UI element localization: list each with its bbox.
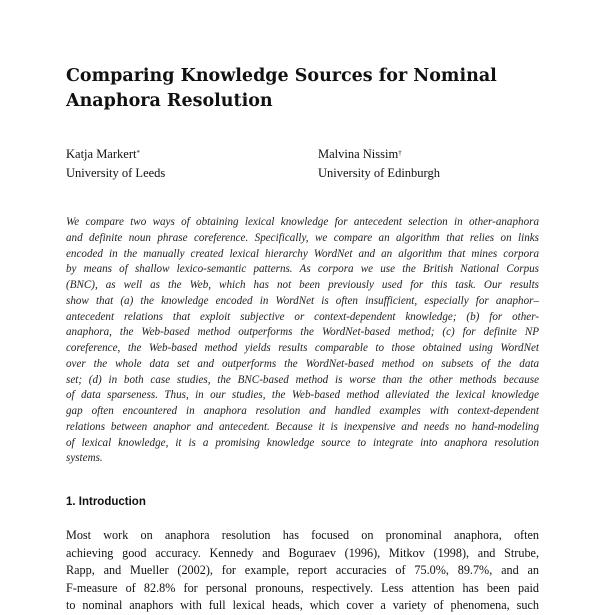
abstract-line: (BNC), as well as the Web, which has not been previously used for this task. Our results <box>66 279 539 291</box>
body-line: achieving good accuracy. Kennedy and Boguraev (1996), Mitkov (1998), and Strube, <box>66 545 539 560</box>
abstract <box>66 215 539 467</box>
abstract-line: encoded in the manually created lexical hierarchy WordNet and an algorithm that mines corpora <box>66 247 539 260</box>
abstract-line: We compare two ways of obtaining lexical knowledge for antecedent selection in other-anaphora <box>66 216 539 228</box>
author-affiliation: University of Leeds <box>66 166 166 180</box>
title-line: Anaphora Resolution <box>66 91 273 111</box>
introduction-paragraph <box>66 527 539 615</box>
paper-title <box>66 64 536 114</box>
author-block <box>318 146 440 182</box>
abstract-line: systems. <box>66 452 103 465</box>
abstract-line: anaphora, the Web-based method outperforms the WordNet-based method; (c) for definite NP <box>66 326 539 339</box>
abstract-line: by means of shallow lexico-semantic patterns. As corpora we use the British National Corpus <box>66 263 539 276</box>
title-line: Comparing Knowledge Sources for Nominal <box>66 66 497 86</box>
abstract-line: of lexical knowledge, it is a promising knowledge source to integrate into anaphora resolution <box>66 436 539 449</box>
author-block <box>66 146 165 182</box>
author-name: Malvina Nissim† <box>318 147 402 161</box>
body-line: F-measure of 82.8% for personal pronouns, respectively. Less attention has been paid <box>66 580 539 595</box>
abstract-line: of data sparseness. Thus, in our studies, the Web-based method alleviated the lexical knowledge <box>66 389 539 402</box>
body-line: Rapp, and Mueller (2002), for example, report accuracies of 75.0%, 89.7%, and an <box>66 563 539 577</box>
abstract-line: over the whole data set and outperforms the WordNet-based method on subsets of the data <box>66 357 539 370</box>
abstract-line: gap often encountered in anaphora resolution and handled examples with context-dependent <box>66 405 539 417</box>
abstract-line: set; (d) in both case studies, the BNC-based method is worse than the other methods because <box>66 373 539 386</box>
section-heading: 1. Introduction <box>66 496 146 508</box>
author-affiliation: University of Edinburgh <box>318 166 440 180</box>
body-line: Most work on anaphora resolution has focused on pronominal anaphora, often <box>66 528 539 542</box>
author-footnote-mark: * <box>136 149 140 157</box>
abstract-line: and definite noun phrase coreference. Specifically, we compare an algorithm that relies on links <box>66 231 539 244</box>
abstract-line: relations between anaphor and antecedent. Because it is inexpensive and needs no hand-modeling <box>66 420 539 433</box>
abstract-line: antecedent relations that exploit subjective or context-dependent knowledge; (b) for other- <box>66 310 539 323</box>
abstract-line: show that (a) the knowledge encoded in WordNet is often insufficient, especially for anaphor– <box>66 294 539 307</box>
body-line: to nominal anaphors with full lexical heads, which cover a variety of phenomena, such <box>66 598 539 612</box>
author-name: Katja Markert* <box>66 147 140 161</box>
abstract-line: coreference, the Web-based method yields results comparable to those obtained using WordNet <box>66 342 539 354</box>
author-footnote-mark: † <box>398 149 402 157</box>
